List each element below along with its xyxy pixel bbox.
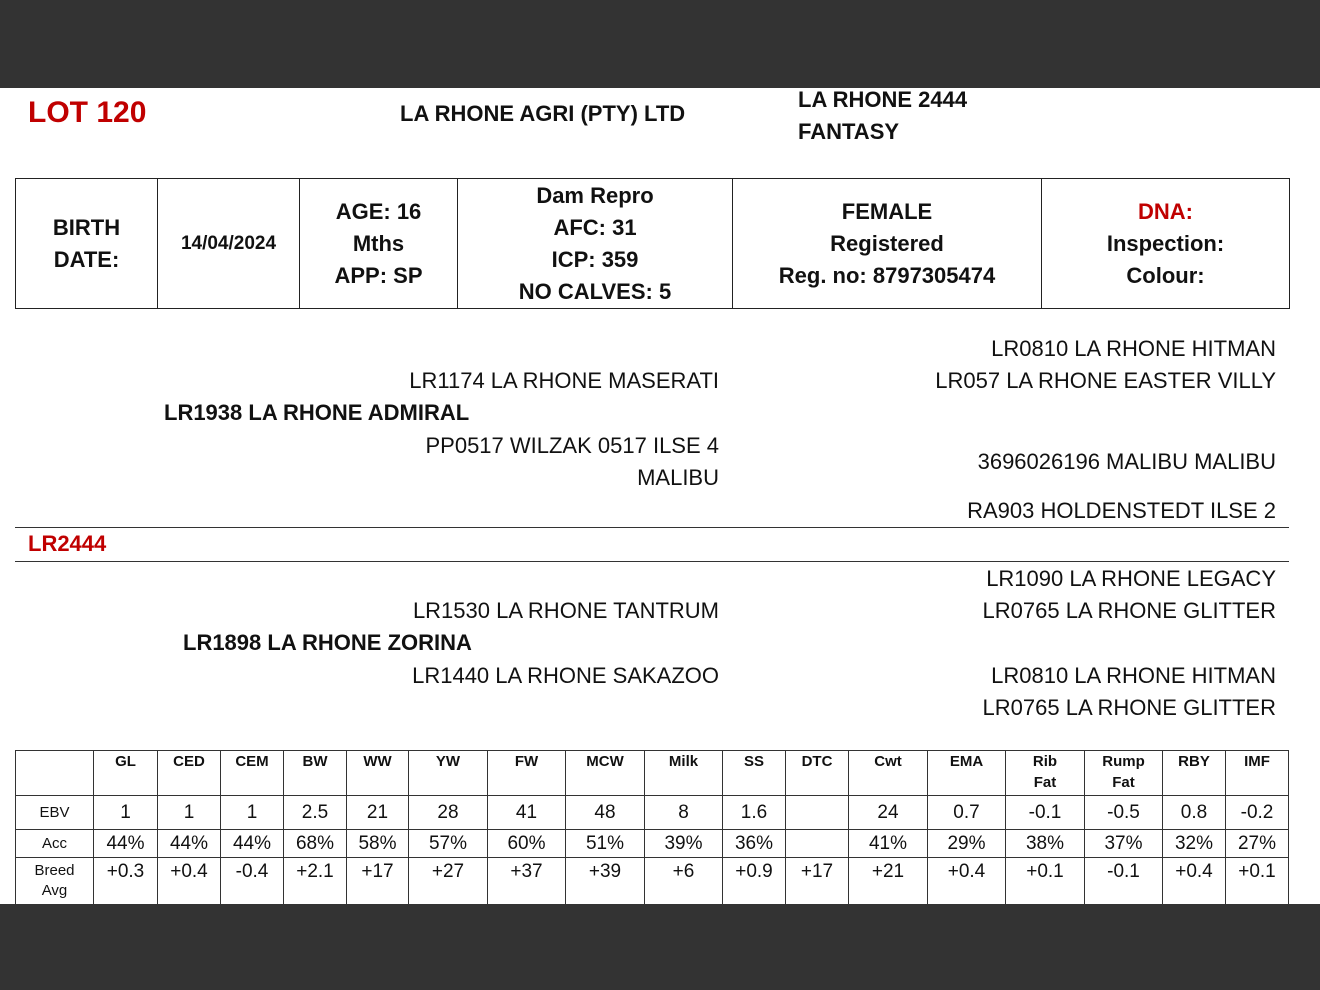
ebv-table [15, 750, 1289, 904]
ebv-cell: -0.5 [1085, 796, 1163, 830]
ebv-cell: 24 [849, 796, 928, 830]
ebv-column-header: SS [723, 751, 786, 796]
ebv-cell: 48 [566, 796, 645, 830]
ebv-cell: -0.1 [1085, 858, 1163, 905]
birth-date-value: 14/04/2024 [158, 179, 300, 309]
ebv-cell: +0.4 [928, 858, 1006, 905]
ebv-cell: 41 [488, 796, 566, 830]
ebv-column-header: YW [409, 751, 488, 796]
ebv-cell: +0.1 [1006, 858, 1085, 905]
pedigree-dam-sire-sire: LR1090 LA RHONE LEGACY [986, 566, 1276, 591]
ebv-column-header: DTC [786, 751, 849, 796]
ebv-cell: +2.1 [284, 858, 347, 905]
ebv-cell: 1 [221, 796, 284, 830]
pedigree-dam-sire: LR1530 LA RHONE TANTRUM [412, 598, 719, 623]
registration-cell: FEMALE Registered Reg. no: 8797305474 [733, 179, 1042, 309]
ebv-column-header: Milk [645, 751, 723, 796]
ebv-cell: +6 [645, 858, 723, 905]
ebv-column-header: Rump Fat [1085, 751, 1163, 796]
ebv-cell: 58% [347, 830, 409, 858]
ebv-cell: +17 [786, 858, 849, 905]
divider-line [15, 527, 1289, 528]
ebv-cell: +17 [347, 858, 409, 905]
ebv-cell: 29% [928, 830, 1006, 858]
info-table [15, 178, 1290, 309]
ebv-cell [786, 830, 849, 858]
ebv-row [16, 830, 1289, 858]
ebv-corner-cell [16, 751, 94, 796]
ebv-column-header: CED [158, 751, 221, 796]
pedigree-dam-sire-dam: LR0765 LA RHONE GLITTER [982, 598, 1276, 623]
ebv-cell: -0.1 [1006, 796, 1085, 830]
dam-repro-cell: Dam Repro AFC: 31 ICP: 359 NO CALVES: 5 [458, 179, 733, 309]
ebv-column-header: RBY [1163, 751, 1226, 796]
pedigree-dam-dam-sire: LR0810 LA RHONE HITMAN [991, 663, 1276, 688]
ebv-cell: 36% [723, 830, 786, 858]
ebv-cell: +21 [849, 858, 928, 905]
ebv-cell: 39% [645, 830, 723, 858]
ebv-column-header: Cwt [849, 751, 928, 796]
inspection-label: Inspection: [1106, 230, 1225, 256]
ebv-header-row [16, 751, 1289, 796]
pedigree-sire-dam: PP0517 WILZAK 0517 ILSE 4 MALIBU [425, 433, 719, 490]
ebv-cell: 32% [1163, 830, 1226, 858]
ebv-cell: 37% [1085, 830, 1163, 858]
pedigree-dam-dam-dam: LR0765 LA RHONE GLITTER [982, 695, 1276, 720]
ebv-column-header: IMF [1226, 751, 1289, 796]
dna-label: DNA: [1138, 198, 1193, 224]
ebv-cell: 38% [1006, 830, 1085, 858]
ebv-column-header: WW [347, 751, 409, 796]
breeder-name: LA RHONE AGRI (PTY) LTD [400, 101, 686, 126]
ebv-cell: 57% [409, 830, 488, 858]
ebv-cell: 44% [158, 830, 221, 858]
ebv-cell: 28 [409, 796, 488, 830]
ebv-row-label: EBV [16, 796, 94, 830]
divider-line [15, 561, 1289, 562]
pedigree-sire: LR1938 LA RHONE ADMIRAL [164, 400, 470, 425]
ebv-cell: +37 [488, 858, 566, 905]
ebv-cell: +0.4 [1163, 858, 1226, 905]
pedigree-sire-dam-dam: RA903 HOLDENSTEDT ILSE 2 [967, 498, 1276, 523]
ebv-cell: 41% [849, 830, 928, 858]
pedigree-sire-sire: LR1174 LA RHONE MASERATI [409, 368, 719, 393]
ebv-cell: 0.8 [1163, 796, 1226, 830]
ebv-cell: 68% [284, 830, 347, 858]
ebv-column-header: MCW [566, 751, 645, 796]
dna-cell [1042, 179, 1290, 309]
animal-name-line: FANTASY [798, 119, 900, 144]
animal-name-line: LA RHONE 2444 [798, 88, 968, 112]
ebv-row [16, 796, 1289, 830]
lot-sheet [0, 88, 1320, 904]
animal-name [798, 88, 967, 148]
ebv-row-label: Acc [16, 830, 94, 858]
ebv-cell: 44% [221, 830, 284, 858]
ebv-cell: 60% [488, 830, 566, 858]
ebv-cell: 51% [566, 830, 645, 858]
ebv-cell: +27 [409, 858, 488, 905]
ebv-cell: +0.1 [1226, 858, 1289, 905]
ebv-cell: 21 [347, 796, 409, 830]
ebv-cell: -0.2 [1226, 796, 1289, 830]
pedigree-dam-dam: LR1440 LA RHONE SAKAZOO [412, 663, 719, 688]
ebv-column-header: FW [488, 751, 566, 796]
ebv-cell: 27% [1226, 830, 1289, 858]
pedigree-sire-sire-sire: LR0810 LA RHONE HITMAN [991, 336, 1276, 361]
colour-label: Colour: [1126, 262, 1205, 288]
ebv-row [16, 858, 1289, 905]
ebv-cell: +0.3 [94, 858, 158, 905]
ebv-cell: 1 [158, 796, 221, 830]
age-cell: AGE: 16 Mths APP: SP [300, 179, 458, 309]
ebv-cell: -0.4 [221, 858, 284, 905]
ebv-cell: 2.5 [284, 796, 347, 830]
ebv-cell: 1 [94, 796, 158, 830]
ebv-cell: +0.4 [158, 858, 221, 905]
ebv-row-label: Breed Avg [16, 858, 94, 905]
birth-date-label: BIRTH DATE: [16, 179, 158, 309]
ebv-column-header: Rib Fat [1006, 751, 1085, 796]
pedigree-sire-sire-dam: LR057 LA RHONE EASTER VILLY [935, 368, 1276, 393]
ebv-cell: 44% [94, 830, 158, 858]
animal-id: LR2444 [28, 531, 107, 556]
pedigree-sire-dam-sire: 3696026196 MALIBU MALIBU [977, 449, 1276, 474]
ebv-column-header: GL [94, 751, 158, 796]
ebv-cell: 8 [645, 796, 723, 830]
ebv-column-header: EMA [928, 751, 1006, 796]
lot-number: LOT 120 [28, 96, 147, 129]
ebv-cell: +0.9 [723, 858, 786, 905]
ebv-cell [786, 796, 849, 830]
ebv-column-header: CEM [221, 751, 284, 796]
ebv-cell: +39 [566, 858, 645, 905]
pedigree-dam: LR1898 LA RHONE ZORINA [183, 630, 472, 655]
ebv-cell: 1.6 [723, 796, 786, 830]
ebv-cell: 0.7 [928, 796, 1006, 830]
ebv-column-header: BW [284, 751, 347, 796]
